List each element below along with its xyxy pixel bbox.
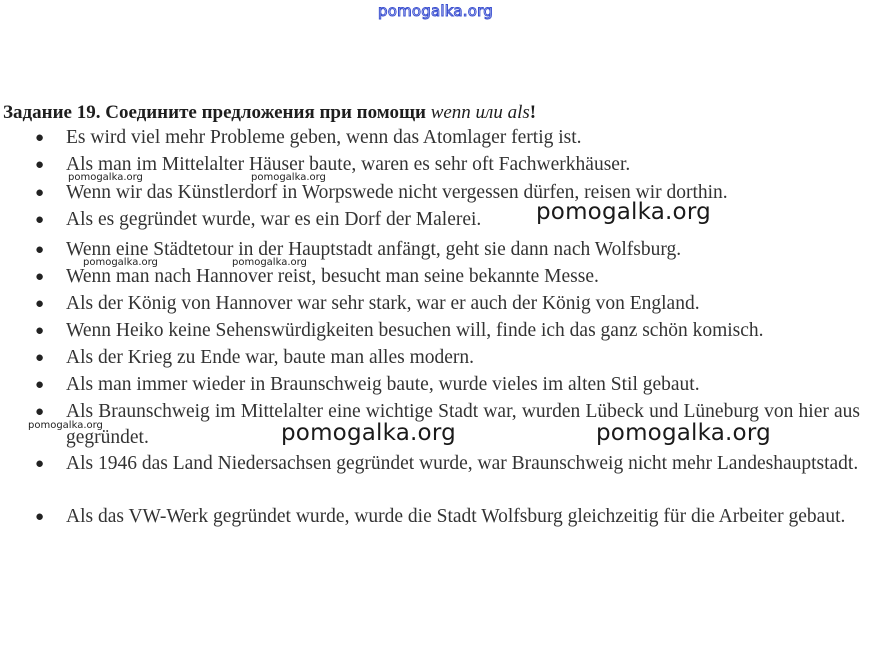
list-item-text: Als es gegründet wurde, war es ein Dorf der Malerei. (66, 209, 482, 230)
list-item-text: Als der König von Hannover war sehr stark, war er auch der König von England. (66, 293, 700, 314)
watermark: pomogalka.org (281, 420, 456, 446)
list-item-text: Als man im Mittelalter Häuser baute, waren es sehr oft Fachwerkhäuser. (66, 154, 631, 175)
list-item-text: Wenn man nach Hannover reist, besucht man seine bekannte Messe. (66, 266, 599, 287)
bullet-icon: ● (35, 242, 45, 258)
bullet-icon: ● (35, 185, 45, 201)
list-item-text: Als 1946 das Land Niedersachsen gegründet wurde, war Braunschweig nicht mehr Landeshauptstadt. (66, 453, 859, 474)
task-title-bold: Задание 19. Соедините предложения при помощи (3, 102, 426, 123)
list-item (35, 125, 860, 151)
bullet-icon: ● (35, 157, 45, 173)
watermark: pomogalka.org (68, 172, 143, 183)
bullet-icon: ● (35, 350, 45, 366)
task-title-italic: wenn или als (430, 102, 530, 123)
list-item-text: Als Braunschweig im Mittelalter eine wichtige Stadt war, wurden Lübeck und Lüneburg von hier aus gegründet. (66, 401, 860, 448)
list-item (35, 318, 860, 344)
list-item-text: Wenn eine Städtetour in der Hauptstadt anfängt, geht sie dann nach Wolfsburg. (66, 239, 682, 260)
bullet-icon: ● (35, 509, 45, 525)
list-item-text: Als man immer wieder in Braunschweig baute, wurde vieles im alten Stil gebaut. (66, 374, 700, 395)
watermark: pomogalka.org (232, 257, 307, 268)
list-item (35, 504, 860, 530)
task-title-end: ! (529, 102, 537, 123)
list-item (35, 291, 860, 317)
watermark: pomogalka.org (83, 257, 158, 268)
watermark-top: pomogalka.org (378, 2, 493, 20)
bullet-icon: ● (35, 296, 45, 312)
list-item (35, 372, 860, 398)
list-item (35, 180, 860, 206)
list-item (35, 207, 860, 233)
list-item (35, 264, 860, 290)
bullet-icon: ● (35, 130, 45, 146)
list-item-text: Als das VW-Werk gegründet wurde, wurde die Stadt Wolfsburg gleichzeitig für die Arbeiter gebaut. (66, 506, 846, 527)
list-item-text: Es wird viel mehr Probleme geben, wenn das Atomlager fertig ist. (66, 127, 582, 148)
list-item-text: Wenn Heiko keine Sehenswürdigkeiten besuchen will, finde ich das ganz schön komisch. (66, 320, 764, 341)
list-item (35, 345, 860, 371)
watermark: pomogalka.org (596, 420, 771, 446)
list-item (35, 237, 860, 263)
watermark: pomogalka.org (251, 172, 326, 183)
list-item (35, 152, 860, 178)
bullet-icon: ● (35, 323, 45, 339)
list-item-text: Als der Krieg zu Ende war, baute man alles modern. (66, 347, 475, 368)
list-item-text: Wenn wir das Künstlerdorf in Worpswede nicht vergessen dürfen, reisen wir dorthin. (66, 182, 728, 203)
bullet-icon: ● (35, 377, 45, 393)
bullet-icon: ● (35, 269, 45, 285)
watermark: pomogalka.org (536, 199, 711, 225)
watermark: pomogalka.org (28, 420, 103, 431)
list-item (35, 451, 860, 477)
bullet-icon: ● (35, 404, 45, 420)
bullet-icon: ● (35, 456, 45, 472)
task-title (3, 102, 536, 124)
bullet-icon: ● (35, 212, 45, 228)
